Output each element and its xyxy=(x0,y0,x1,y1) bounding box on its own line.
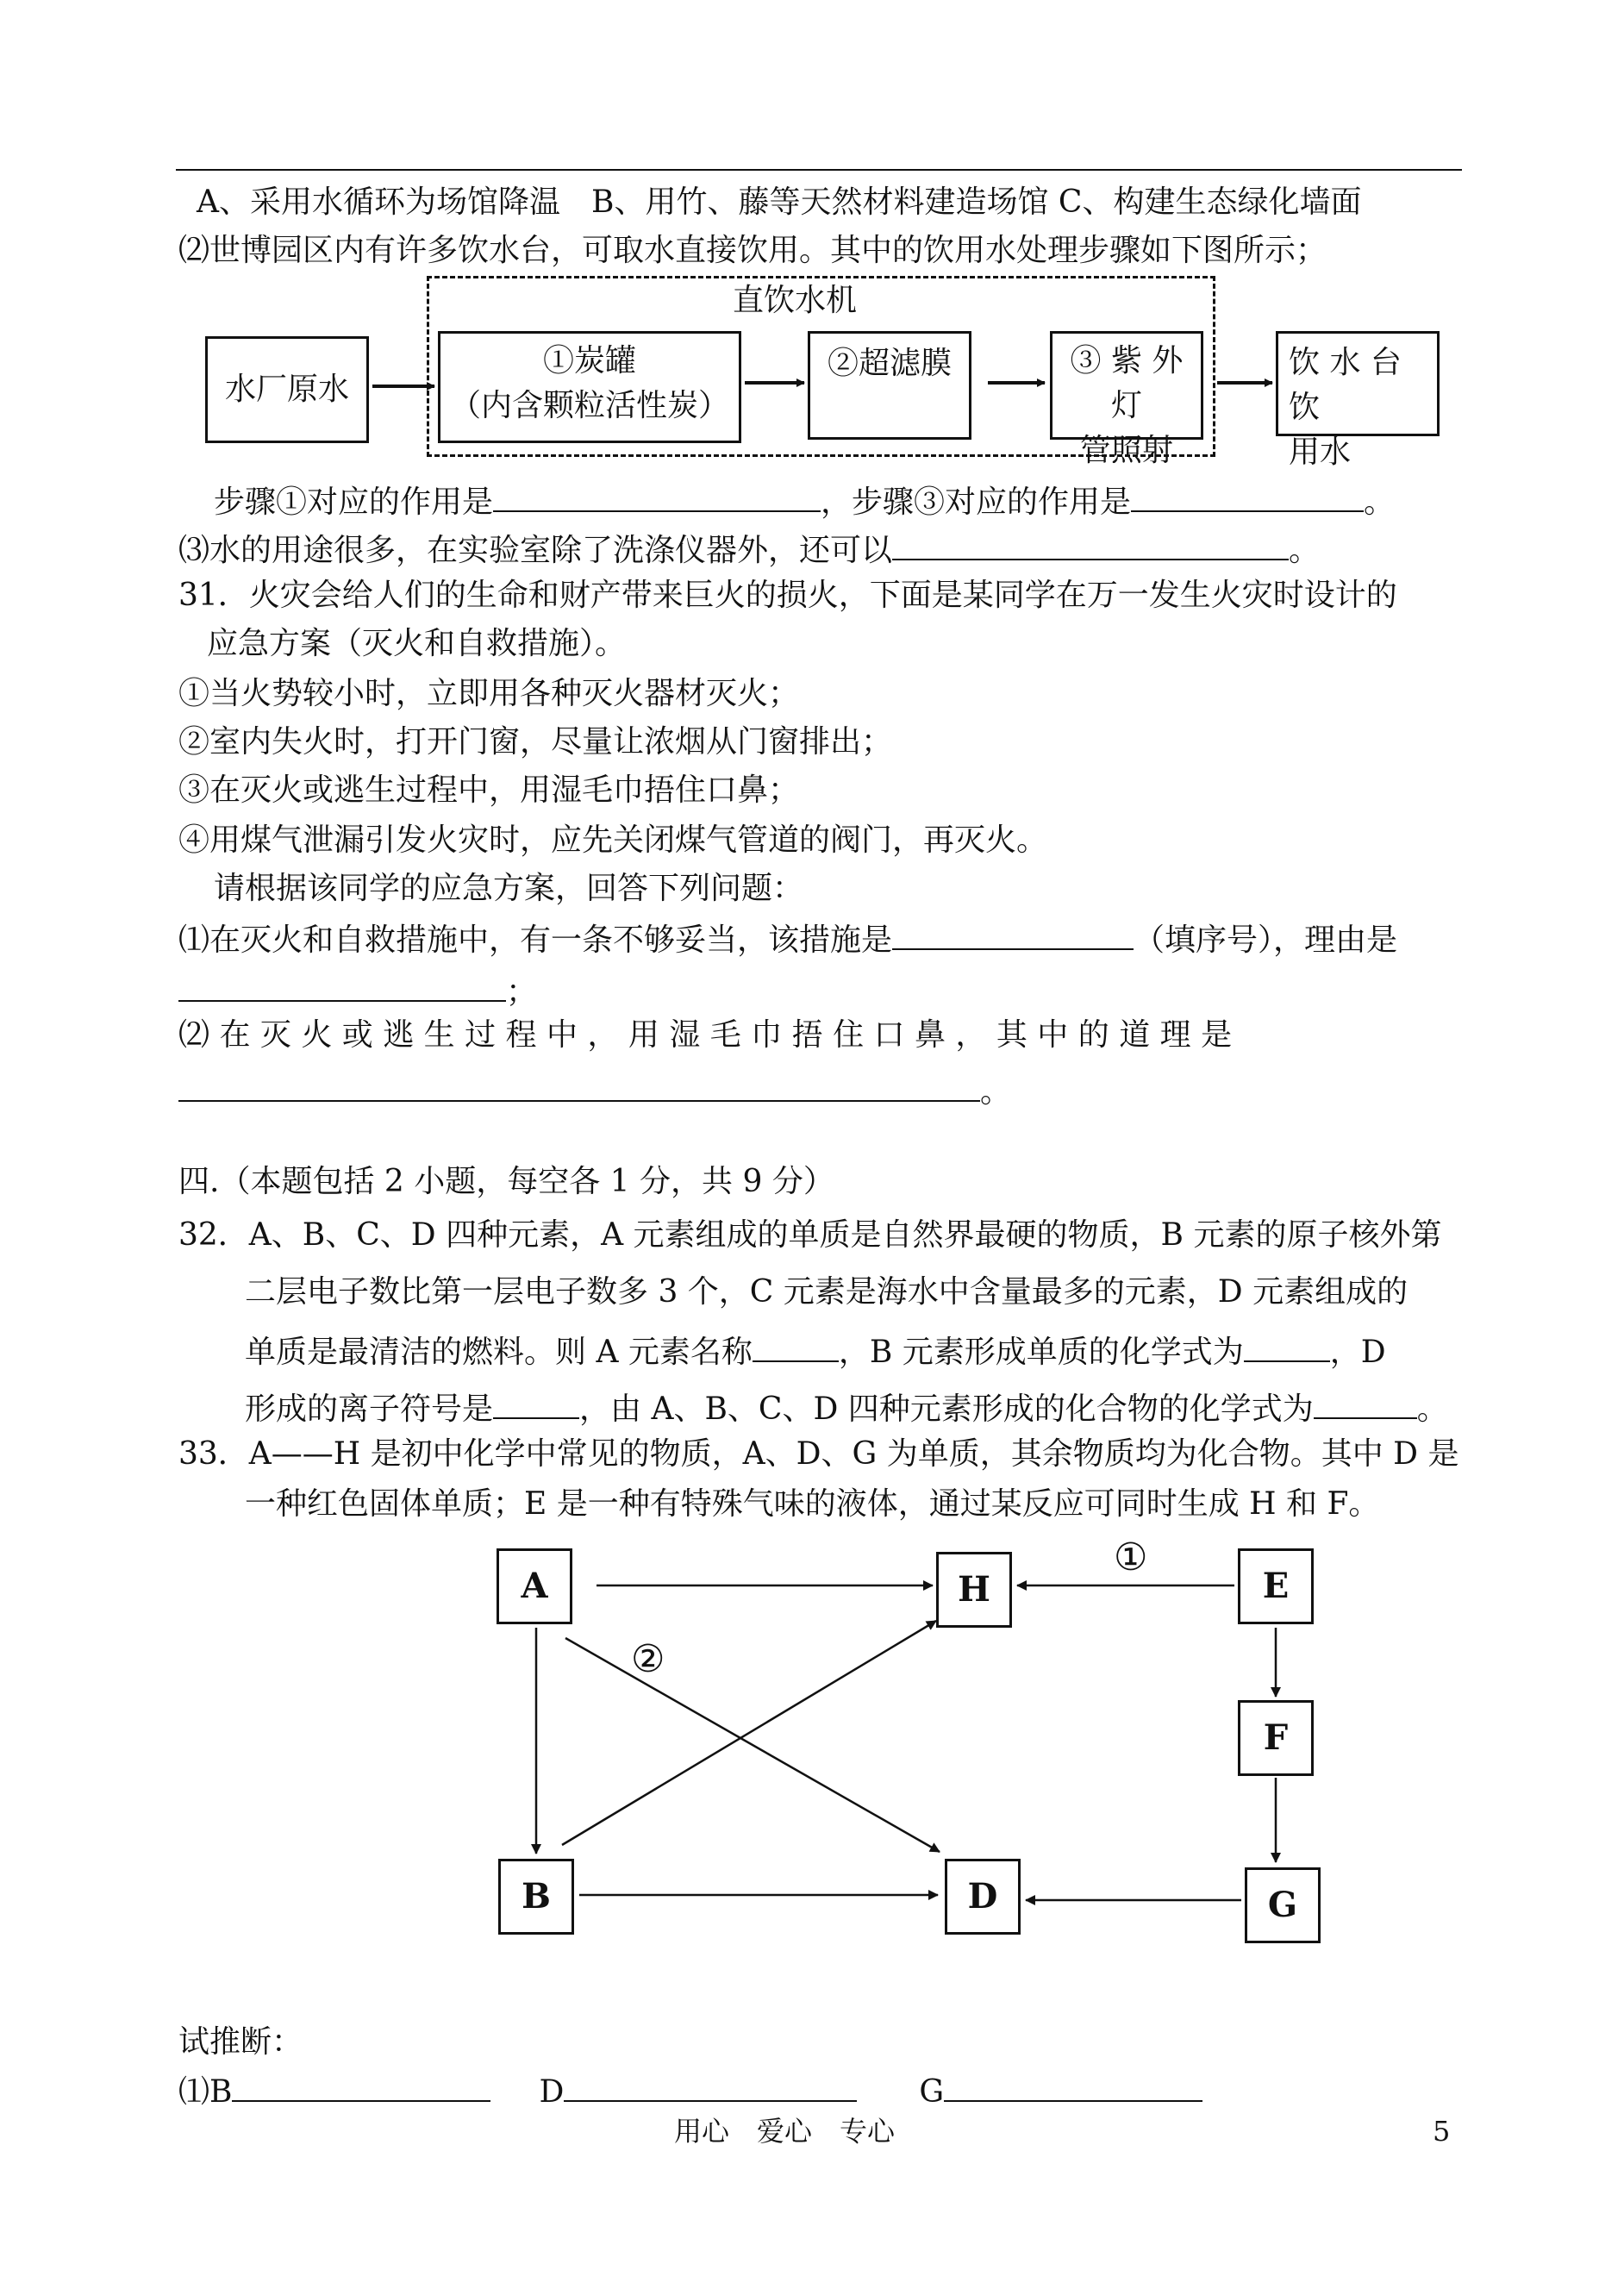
text-run: D xyxy=(539,2074,565,2110)
source-label: 水厂原水 xyxy=(224,372,349,407)
text-run: 。 xyxy=(1416,1391,1448,1427)
question-text: 试推断： xyxy=(178,2024,303,2060)
step1-sublabel: （内含颗粒活性炭） xyxy=(449,388,729,423)
text-run: 。 xyxy=(1289,533,1321,568)
text-run: ⑶水的用途很多，在实验室除了洗涤仪器外，还可以 xyxy=(178,533,893,568)
node-b: B xyxy=(498,1859,574,1935)
section-heading: 四.（本题包括 2 小题，每空各 1 分，共 9 分） xyxy=(178,1164,834,1199)
text-run: 。 xyxy=(980,1074,1012,1110)
text-run: 。 xyxy=(1364,485,1396,520)
text-run: ，由 A、B、C、D 四种元素形成的化合物的化学式为 xyxy=(579,1391,1314,1427)
text-run: ； xyxy=(506,974,538,1010)
text-run: ⑴在灭火和自救措施中，有一条不够妥当，该措施是 xyxy=(178,922,893,958)
node-f: F xyxy=(1238,1700,1314,1776)
step1-label: ①炭罐 xyxy=(542,343,636,378)
node-e: E xyxy=(1238,1548,1314,1624)
question-text: 二层电子数比第一层电子数多 3 个，C 元素是海水中含量最多的元素，D 元素组成的 xyxy=(245,1274,1409,1310)
step3-label: ③ 紫 外 灯 xyxy=(1070,343,1184,423)
node-d: D xyxy=(945,1859,1021,1935)
page-number: 5 xyxy=(1433,2115,1451,2148)
option-line: A、采用水循环为场馆降温 B、用竹、藤等天然材料建造场馆 C、构建生态绿化墙面 xyxy=(197,184,1362,220)
question-text: 请根据该同学的应急方案，回答下列问题： xyxy=(214,871,804,906)
answer-blank[interactable] xyxy=(944,2069,1202,2102)
question-text: ⑵世博园区内有许多饮水台，可取水直接饮用。其中的饮用水处理步骤如下图所示； xyxy=(178,233,1327,268)
list-item: ①当火势较小时，立即用各种灭火器材灭火； xyxy=(178,676,800,711)
text-run: ，步骤③对应的作用是 xyxy=(821,485,1132,520)
text-run: ⑴B xyxy=(178,2074,233,2110)
arrow-label-2: ② xyxy=(631,1637,665,1681)
text-run: 步骤①对应的作用是 xyxy=(214,485,494,520)
node-g: G xyxy=(1245,1867,1321,1943)
text-run: ，D xyxy=(1329,1335,1386,1370)
list-item: ②室内失火时，打开门窗，尽量让浓烟从门窗排出； xyxy=(178,724,893,760)
question-text: 32．A、B、C、D 四种元素，A 元素组成的单质是自然界最硬的物质，B 元素的原子核外第 xyxy=(178,1217,1442,1253)
arrow-b-h xyxy=(562,1621,936,1845)
text-run: 形成的离子符号是 xyxy=(245,1391,494,1427)
question-text: 33．A——H 是初中化学中常见的物质，A、D、G 为单质，其余物质均为化合物。其中 D 是 xyxy=(178,1436,1459,1472)
footer-motto: 用心 爱心 专心 xyxy=(674,2115,896,2148)
text-run: G xyxy=(919,2074,945,2110)
question-text: ⑵ 在 灭 火 或 逃 生 过 程 中 ， 用 湿 毛 巾 捂 住 口 鼻 ， 其 中 的 道 理 是 xyxy=(178,1017,1233,1053)
output-label: 饮 水 台 饮 xyxy=(1289,345,1402,425)
list-item: ④用煤气泄漏引发火灾时，应先关闭煤气管道的阀门，再灭火。 xyxy=(178,822,1048,858)
dispenser-group-label: 直饮水机 xyxy=(733,283,858,318)
arrow-label-1: ① xyxy=(1114,1535,1148,1579)
text-run: 单质是最清洁的燃料。则 A 元素名称 xyxy=(245,1335,753,1370)
answer-blank[interactable] xyxy=(232,2069,490,2102)
node-h: H xyxy=(936,1552,1012,1628)
text-run: ，B 元素形成单质的化学式为 xyxy=(838,1335,1244,1370)
list-item: ③在灭火或逃生过程中，用湿毛巾捂住口鼻； xyxy=(178,772,800,808)
output-sublabel: 用水 xyxy=(1289,435,1352,470)
question-text xyxy=(178,2069,1202,2112)
arrow-a-d xyxy=(565,1638,940,1852)
question-text: 31．火灾会给人们的生命和财产带来巨火的损火，下面是某同学在万一发生火灾时设计的 xyxy=(178,578,1397,613)
step3-sublabel: 管照射 xyxy=(1079,433,1173,468)
node-a: A xyxy=(497,1548,572,1624)
question-text: 一种红色固体单质；E 是一种有特殊气味的液体，通过某反应可同时生成 H 和 F。 xyxy=(245,1486,1380,1522)
answer-blank[interactable] xyxy=(564,2069,857,2102)
step2-label: ②超滤膜 xyxy=(827,346,952,381)
text-run: （填序号），理由是 xyxy=(1134,922,1398,958)
question-text: 应急方案（灭火和自救措施）。 xyxy=(207,626,627,661)
